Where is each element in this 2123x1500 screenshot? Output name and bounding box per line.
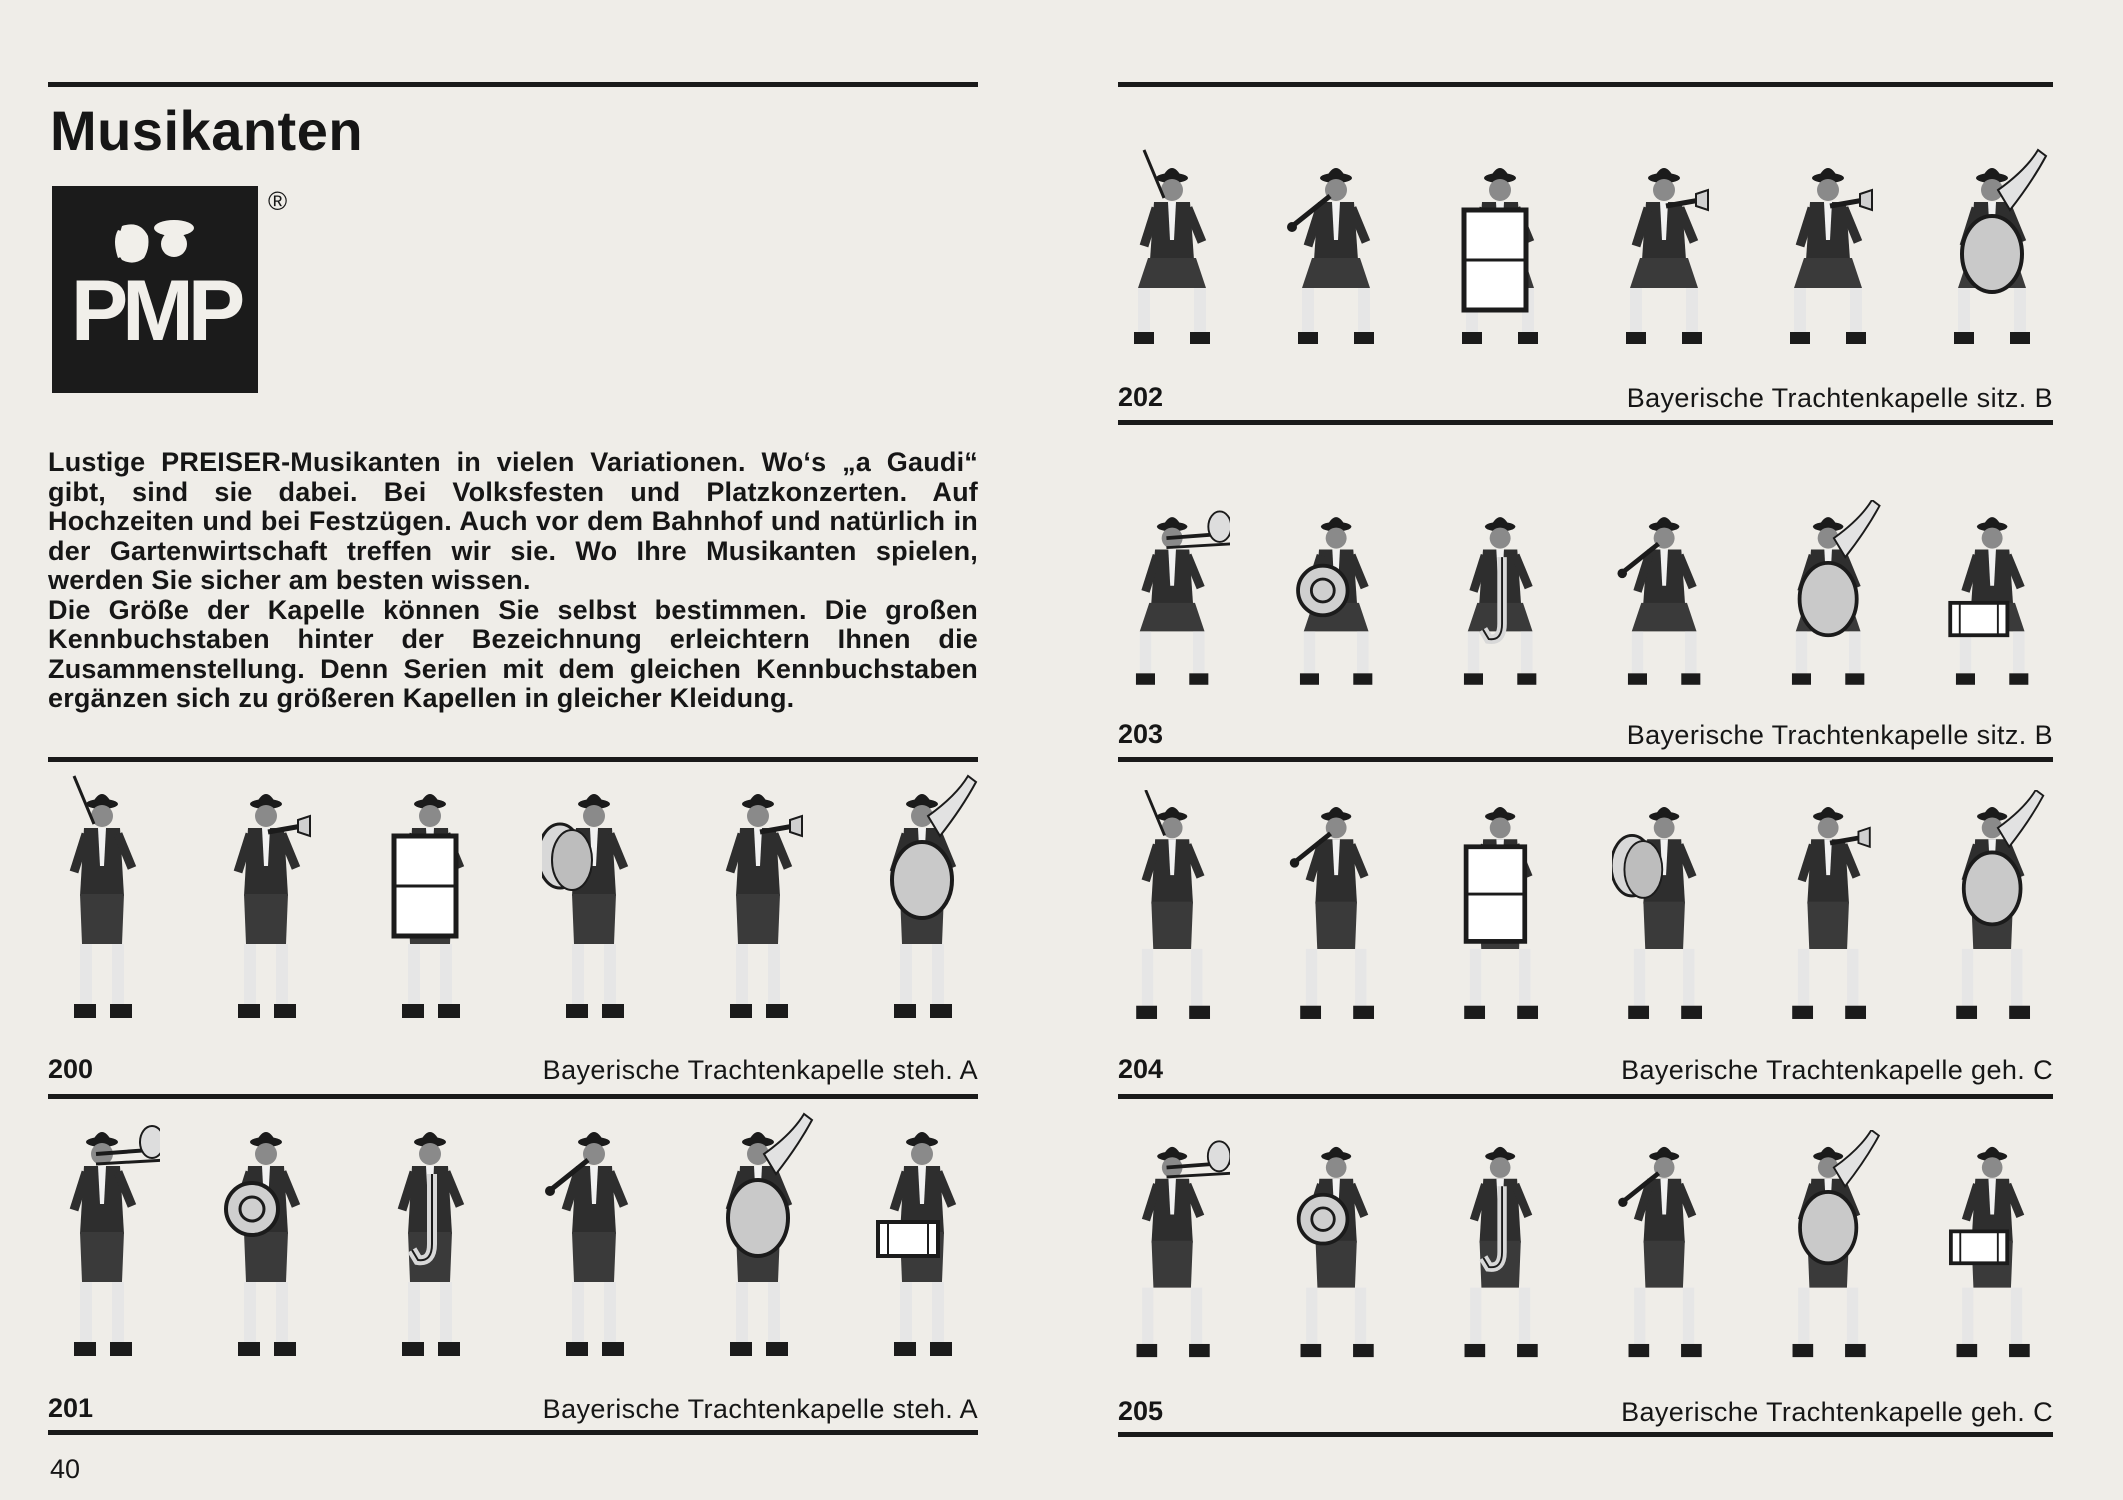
product-number-203: 203 [1118,719,1164,749]
musician-figure [1776,790,1886,1036]
musician-figure [50,772,160,1036]
section-rule [1118,420,2053,425]
musician-figure [1284,120,1394,360]
musician-figure [706,772,816,1036]
section-rule [48,757,978,762]
section-rule [1118,1432,2053,1437]
bass-drum-icon [1466,847,1525,942]
musician-figure [1940,500,2050,700]
product-caption-204: Bayerische Trachtenkapelle geh. C [1621,1055,2053,1085]
musician-figure [1448,120,1558,360]
musician-figure [1120,790,1230,1036]
tuba-icon [728,1114,812,1256]
figure-row-203 [1120,500,2050,700]
musician-figure [1612,120,1722,360]
product-number-204: 204 [1118,1054,1164,1084]
intro-paragraph: Lustige PREISER-Musikanten in vielen Variationen. Wo‘s „a Gaudi“ gibt, sind sie dabei. Bei Volksfesten und Platzkonzerten. Auf Hochzeiten und bei Festzügen. Auch vor dem Bahnhof und natürlich in der Gartenwirtschaft treffen wir sie. Wo Ihre Musikanten spielen, werden Sie sicher am besten wissen. [48,447,978,595]
musician-figure [378,772,488,1036]
baton-icon [74,776,94,824]
tuba-icon [1800,500,1880,635]
product-caption-203: Bayerische Trachtenkapelle sitz. B [1626,720,2053,750]
section-rule [1118,757,2053,762]
tuba-icon [1800,1130,1879,1263]
musician-figure [1120,120,1230,360]
product-number-205: 205 [1118,1396,1164,1426]
musician-figure [1448,500,1558,700]
product-number-202: 202 [1118,382,1164,412]
horn-icon [1298,566,1348,616]
registered-mark: ® [268,186,288,216]
musician-figure [870,772,980,1036]
figure-row-204 [1120,790,2050,1036]
musician-figure [1776,1130,1886,1374]
musician-figure [1940,790,2050,1036]
musician-figure [1776,120,1886,360]
tuba-icon [1962,150,2046,292]
section-rule [48,1094,978,1099]
snare-drum-icon [1951,1231,2007,1263]
bass-drum-icon [1464,210,1526,310]
musician-figure [50,1110,160,1374]
product-number-200: 200 [48,1054,94,1084]
product-caption-200: Bayerische Trachtenkapelle steh. A [542,1055,978,1085]
musician-figure [542,1110,652,1374]
musician-figure [1284,1130,1394,1374]
baton-icon [1146,790,1165,835]
figure-row-200 [50,772,980,1036]
pmp-logo [52,186,258,393]
musician-figure [1120,500,1230,700]
product-caption-205: Bayerische Trachtenkapelle geh. C [1621,1397,2053,1427]
musician-figure [706,1110,816,1374]
tuba-icon [1964,790,2043,924]
musician-figure [1284,790,1394,1036]
musician-figure [1940,1130,2050,1374]
page-title: Musikanten [50,99,364,162]
musician-figure [1612,1130,1722,1374]
logo-text: PMP [70,263,240,359]
product-caption-201: Bayerische Trachtenkapelle steh. A [542,1394,978,1424]
musician-figure [214,1110,324,1374]
musician-figure [870,1110,980,1374]
snare-drum-icon [1950,603,2007,635]
horn-icon [1299,1195,1348,1244]
musician-figure [214,772,324,1036]
musician-figure [1612,790,1722,1036]
page-number: 40 [50,1454,81,1484]
product-caption-202: Bayerische Trachtenkapelle sitz. B [1626,383,2053,413]
section-rule [1118,1094,2053,1099]
section-rule [48,1430,978,1435]
musician-figure [1612,500,1722,700]
top-rule-right [1118,82,2053,87]
musician-figure [1284,500,1394,700]
intro-paragraph: Die Größe der Kapelle können Sie selbst bestimmen. Die großen Kennbuchstaben hinter der Bezeichnung erleichtern Ihnen die Zusammenstellung. Denn Serien mit dem gleichen Kennbuchstaben ergänzen sich zu größeren Kapellen in gleicher Kleidung. [48,594,978,713]
snare-drum-icon [878,1222,938,1256]
figure-row-202 [1120,120,2050,360]
musician-figure [542,772,652,1036]
musician-figure [1120,1130,1230,1374]
baton-icon [1144,150,1164,198]
musician-figure [378,1110,488,1374]
musician-figure [1448,1130,1558,1374]
musician-figure [1940,120,2050,360]
top-rule-left [48,82,978,87]
intro-text [48,448,978,714]
bass-drum-icon [394,836,456,936]
tuba-icon [892,776,976,918]
musician-figure [1448,790,1558,1036]
horn-icon [226,1183,278,1235]
figure-row-205 [1120,1130,2050,1374]
product-number-201: 201 [48,1393,94,1423]
figure-row-201 [50,1110,980,1374]
musician-figure [1776,500,1886,700]
